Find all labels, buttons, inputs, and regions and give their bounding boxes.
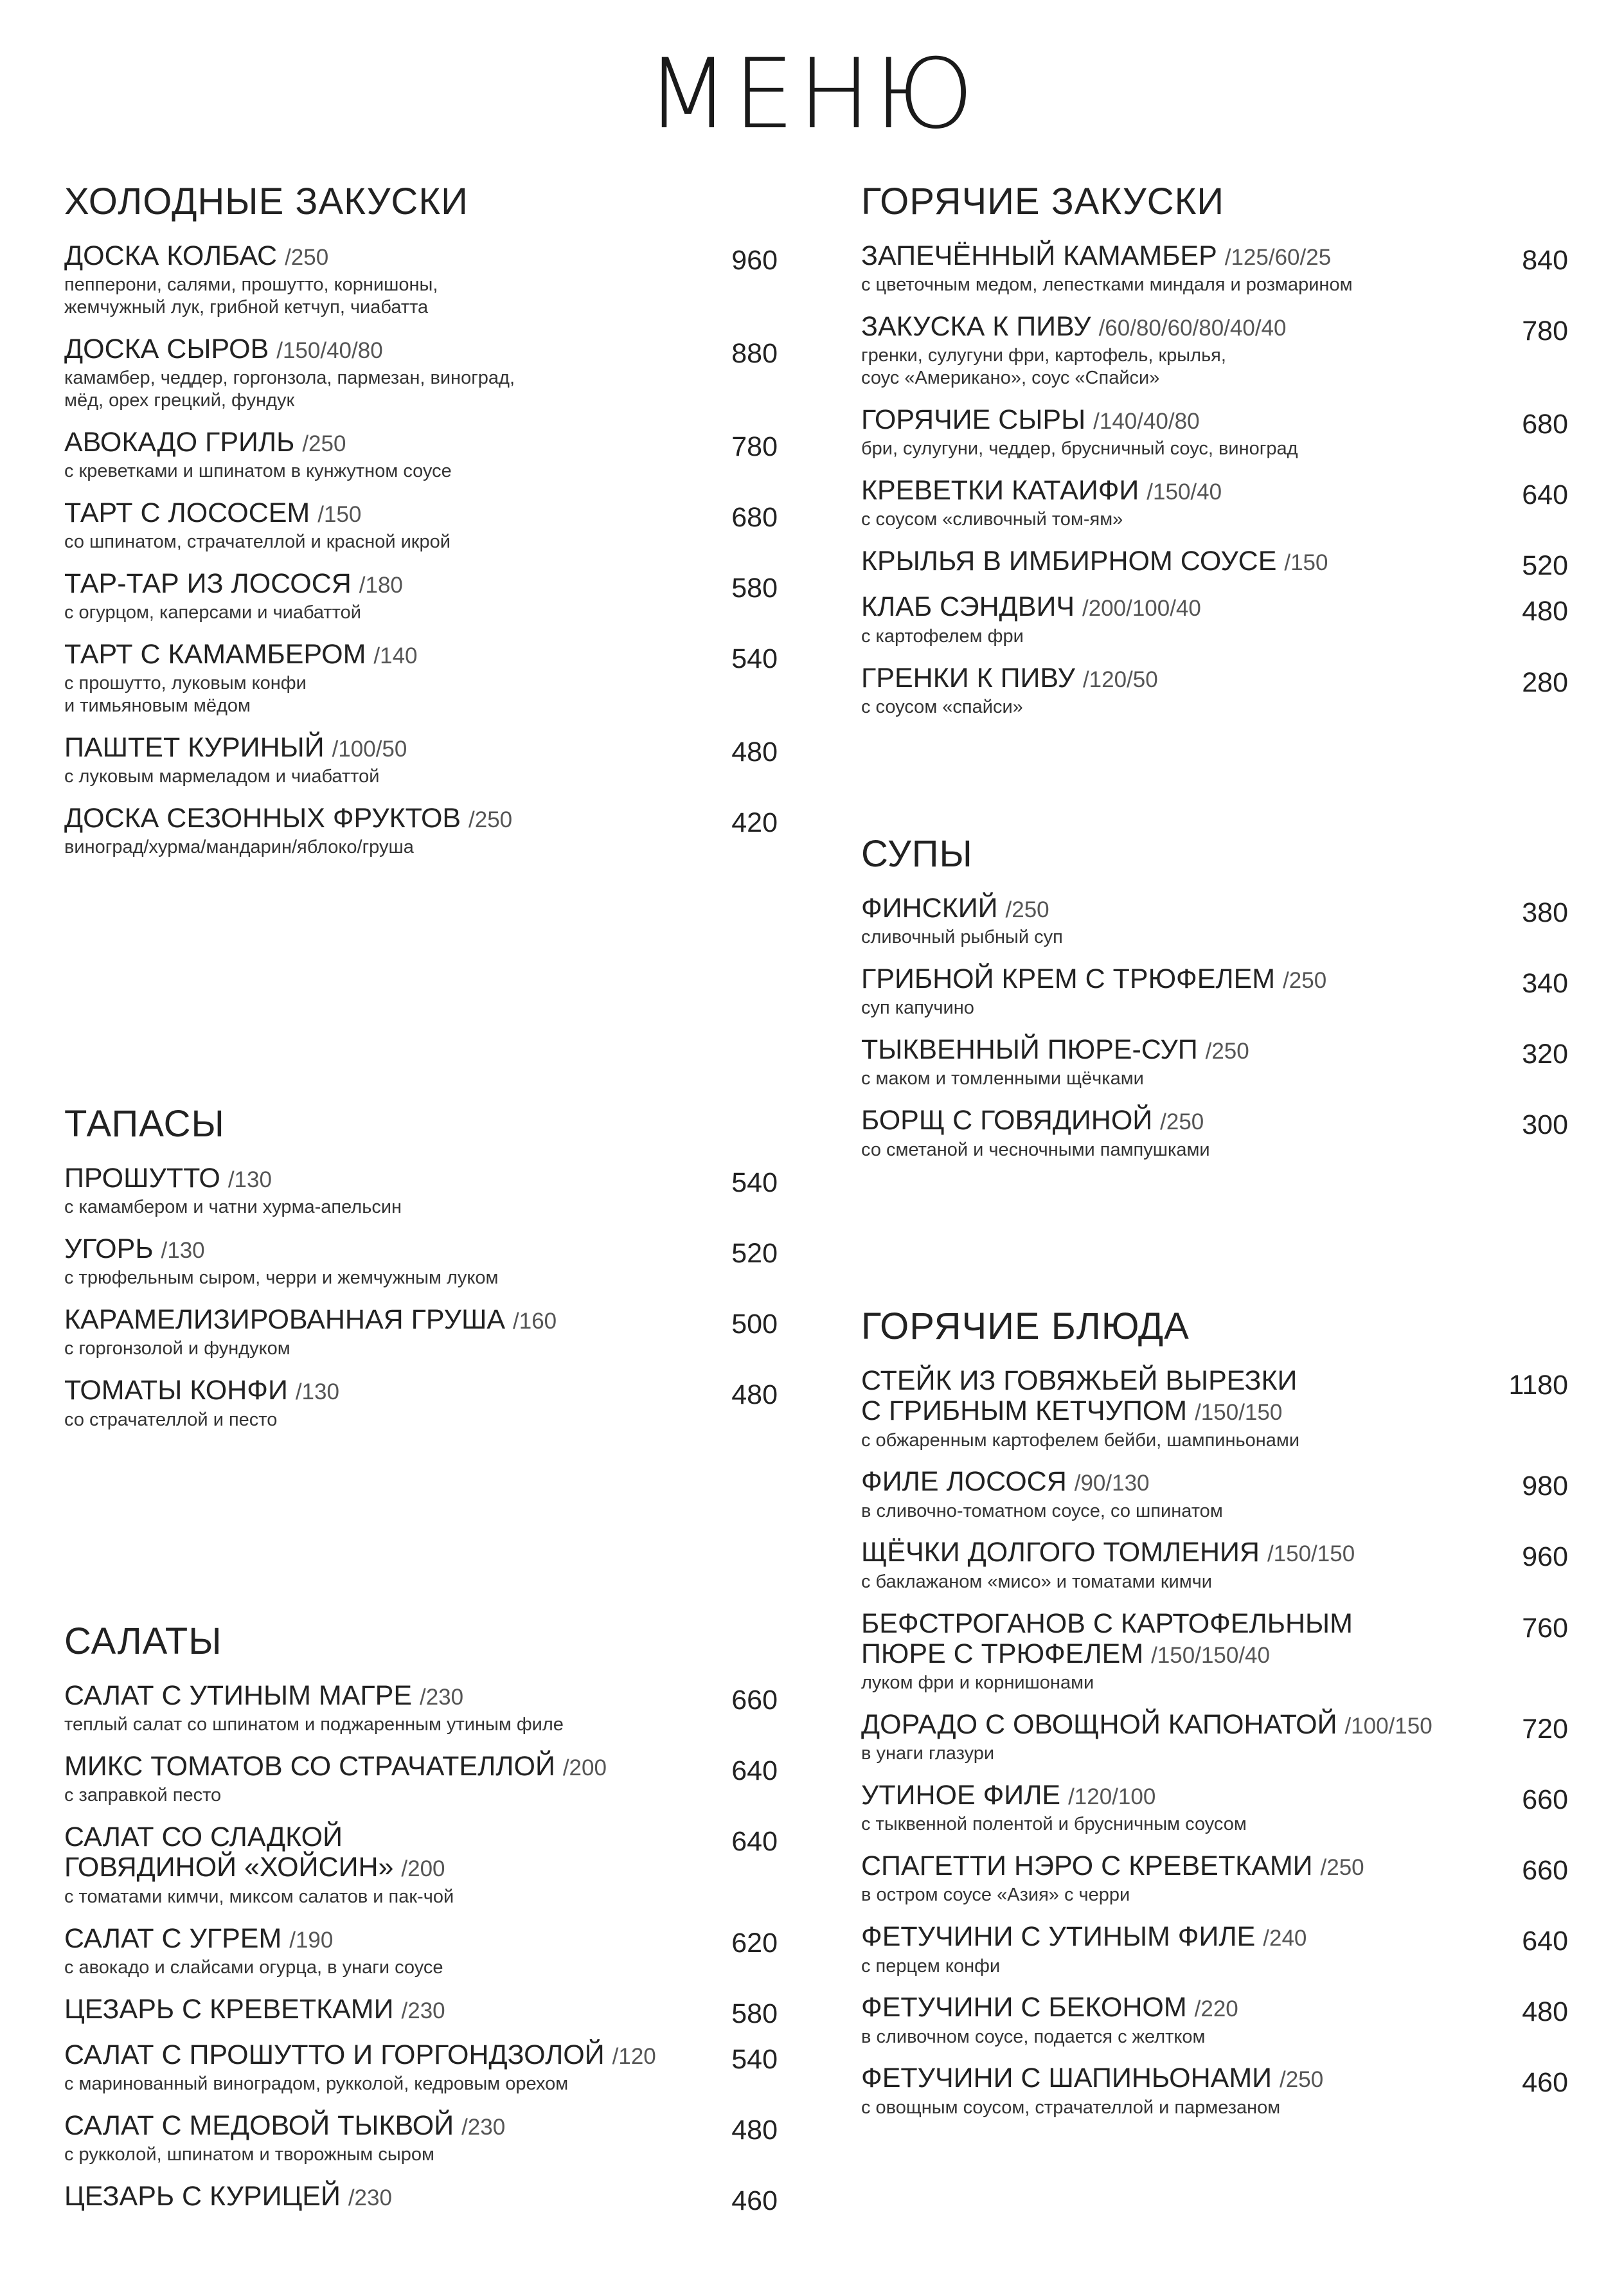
dish-weight: /140 <box>373 643 418 669</box>
dish-price: 980 <box>1522 1471 1568 1502</box>
dish-price: 480 <box>731 2115 778 2146</box>
dish-weight: /150 <box>1284 550 1328 576</box>
dish-price: 620 <box>731 1927 778 1958</box>
dish-weight: /120 <box>612 2043 656 2069</box>
menu-item <box>861 1609 1568 1694</box>
section-title: ГОРЯЧИЕ ЗАКУСКИ <box>861 181 1225 222</box>
dish-price: 300 <box>1522 1109 1568 1141</box>
dish-weight: /250 <box>302 431 346 456</box>
dish-weight: /250 <box>1205 1039 1249 1064</box>
dish-name-line <box>64 1752 778 1782</box>
dish-description: с обжаренным картофелем бейби, шампиньонами <box>861 1429 1300 1451</box>
dish-price: 640 <box>1522 1926 1568 1957</box>
section-title: СУПЫ <box>861 833 973 875</box>
dish-name-line <box>861 893 1568 924</box>
dish-price: 480 <box>1522 596 1568 627</box>
dish-name-line <box>64 733 778 763</box>
dish-name: БЕФСТРОГАНОВ С КАРТОФЕЛЬНЫМ ПЮРЕ С ТРЮФЕЛЕМ <box>861 1608 1353 1669</box>
dish-description: с рукколой, шпинатом и творожным сыром <box>64 2144 434 2165</box>
menu-item <box>861 1922 1568 1977</box>
dish-name: СПАГЕТТИ НЭРО С КРЕВЕТКАМИ <box>861 1850 1313 1882</box>
dish-price: 660 <box>731 1685 778 1716</box>
dish-name: ЩЁЧКИ ДОЛГОГО ТОМЛЕНИЯ <box>861 1537 1260 1568</box>
dish-weight: /130 <box>228 1167 272 1192</box>
dish-name: ДОСКА СЕЗОННЫХ ФРУКТОВ <box>64 803 461 834</box>
dish-description: с креветками и шпинатом в кунжутном соусе <box>64 461 452 482</box>
section-title: САЛАТЫ <box>64 1620 222 1662</box>
menu-item <box>861 1851 1568 1906</box>
dish-name: ТАРТ С КАМАМБЕРОМ <box>64 639 366 670</box>
dish-name-line <box>64 2111 778 2141</box>
dish-name: ДОРАДО С ОВОЩНОЙ КАПОНАТОЙ <box>861 1708 1337 1740</box>
dish-description: с баклажаном «мисо» и томатами кимчи <box>861 1571 1212 1592</box>
dish-description: с овощным соусом, страчателлой и пармезаном <box>861 2097 1281 2118</box>
dish-weight: /200 <box>562 1755 607 1781</box>
dish-price: 460 <box>1522 2067 1568 2099</box>
dish-description: суп капучино <box>861 998 974 1019</box>
dish-weight: /220 <box>1194 1996 1238 2022</box>
dish-name: УГОРЬ <box>64 1233 154 1265</box>
dish-name-line <box>861 1467 1568 1497</box>
dish-name-line <box>861 1366 1568 1427</box>
dish-name-line <box>64 2182 778 2212</box>
dish-weight: /140/40/80 <box>1093 408 1200 434</box>
dish-price: 960 <box>1522 1541 1568 1573</box>
menu-item <box>861 1993 1568 2048</box>
dish-name-line <box>64 1375 778 1406</box>
menu-item <box>861 1467 1568 1522</box>
dish-weight: /60/80/60/80/40/40 <box>1098 316 1287 341</box>
dish-description: с огурцом, каперсами и чиабаттой <box>64 602 361 623</box>
dish-name: САЛАТ С ПРОШУТТО И ГОРГОНДЗОЛОЙ <box>64 2039 605 2070</box>
menu-item <box>64 1993 778 2029</box>
dish-description: с горгонзолой и фундуком <box>64 1338 290 1359</box>
dish-weight: /120/100 <box>1068 1784 1156 1810</box>
dish-weight: /230 <box>401 1998 445 2023</box>
dish-description: виноград/хурма/мандарин/яблоко/груша <box>64 837 414 858</box>
dish-price: 720 <box>1522 1713 1568 1744</box>
dish-price: 580 <box>731 572 778 604</box>
dish-price: 320 <box>1522 1039 1568 1070</box>
dish-price: 480 <box>731 736 778 767</box>
dish-name: БОРЩ С ГОВЯДИНОЙ <box>861 1105 1153 1136</box>
menu-item <box>861 1710 1568 1765</box>
dish-name-line <box>64 1234 778 1264</box>
dish-name: АВОКАДО ГРИЛЬ <box>64 426 295 458</box>
dish-name-line <box>64 640 778 670</box>
dish-name: МИКС ТОМАТОВ СО СТРАЧАТЕЛЛОЙ <box>64 1751 555 1782</box>
menu-item <box>861 1035 1568 1090</box>
menu-item <box>64 803 778 859</box>
dish-weight: /150/150 <box>1195 1400 1283 1426</box>
section-salads <box>64 1620 778 2227</box>
dish-name-line <box>861 1993 1568 2023</box>
dish-price: 680 <box>731 501 778 533</box>
dish-name: ГРЕНКИ К ПИВУ <box>861 662 1075 694</box>
dish-price: 500 <box>731 1309 778 1340</box>
dish-weight: /200/100/40 <box>1082 596 1201 622</box>
dish-name: ФИНСКИЙ <box>861 893 998 924</box>
dish-name: ФЕТУЧИНИ С БЕКОНОМ <box>861 1992 1187 2023</box>
dish-name: ГОРЯЧИЕ СЫРЫ <box>861 404 1086 435</box>
dish-price: 680 <box>1522 408 1568 440</box>
dish-description: с томатами кимчи, миксом салатов и пак-чой <box>64 1886 454 1907</box>
menu-item <box>861 1780 1568 1836</box>
dish-name-line <box>64 1924 778 1954</box>
dish-price: 640 <box>731 1826 778 1858</box>
dish-name-line <box>861 1035 1568 1065</box>
section-hot-snacks <box>861 180 1568 734</box>
section-tapas <box>64 1102 778 1446</box>
menu-item <box>64 1752 778 1807</box>
dish-price: 480 <box>731 1379 778 1411</box>
menu-item <box>64 1305 778 1360</box>
dish-name-line <box>861 1609 1568 1670</box>
dish-price: 780 <box>731 431 778 462</box>
dish-name-line <box>861 241 1568 271</box>
dish-weight: /150/150/40 <box>1151 1642 1270 1668</box>
dish-name-line <box>861 1922 1568 1952</box>
dish-price: 540 <box>731 643 778 675</box>
dish-name-line <box>861 312 1568 342</box>
dish-name: САЛАТ С УТИНЫМ МАГРЕ <box>64 1680 413 1711</box>
dish-name: ДОСКА СЫРОВ <box>64 333 269 364</box>
section-title: ГОРЯЧИЕ БЛЮДА <box>861 1305 1190 1347</box>
menu-item <box>64 1924 778 1979</box>
dish-description: теплый салат со шпинатом и поджаренным утиным филе <box>64 1714 564 1735</box>
dish-name: ПАШТЕТ КУРИНЫЙ <box>64 731 325 763</box>
dish-weight: /250 <box>468 807 513 833</box>
dish-name-line <box>64 1305 778 1335</box>
dish-name: СТЕЙК ИЗ ГОВЯЖЬЕЙ ВЫРЕЗКИ С ГРИБНЫМ КЕТЧУПОМ <box>861 1365 1298 1427</box>
menu-item <box>861 241 1568 296</box>
dish-price: 520 <box>1522 550 1568 582</box>
dish-name: ФЕТУЧИНИ С ШАПИНЬОНАМИ <box>861 2063 1272 2094</box>
dish-weight: /240 <box>1263 1926 1307 1951</box>
dish-description: с заправкой песто <box>64 1785 222 1806</box>
dish-weight: /100/50 <box>332 736 407 762</box>
dish-weight: /230 <box>419 1685 464 1710</box>
dish-name-line <box>64 2040 778 2070</box>
menu-item <box>861 546 1568 582</box>
dish-weight: /250 <box>1005 897 1049 922</box>
dish-name: ЦЕЗАРЬ С КУРИЦЕЙ <box>64 2181 341 2212</box>
dish-price: 580 <box>731 1998 778 2029</box>
menu-item <box>64 1822 778 1908</box>
dish-weight: /230 <box>461 2115 506 2140</box>
section-title: ХОЛОДНЫЕ ЗАКУСКИ <box>64 181 468 222</box>
dish-weight: /160 <box>513 1309 557 1334</box>
dish-name-line <box>861 546 1568 577</box>
dish-name: ПРОШУТТО <box>64 1163 220 1194</box>
dish-name-line <box>861 2063 1568 2093</box>
dish-name-line <box>64 569 778 599</box>
dish-price: 280 <box>1522 667 1568 698</box>
dish-name: ЗАКУСКА К ПИВУ <box>861 311 1091 343</box>
dish-name: ФИЛЕ ЛОСОСЯ <box>861 1466 1067 1498</box>
dish-description: со шпинатом, страчателлой и красной икрой <box>64 532 451 553</box>
menu-item <box>64 733 778 788</box>
dish-weight: /250 <box>1320 1855 1364 1881</box>
dish-price: 640 <box>731 1755 778 1787</box>
menu-item <box>64 2111 778 2166</box>
dish-weight: /100/150 <box>1344 1713 1432 1739</box>
dish-name-line <box>861 476 1568 506</box>
dish-name-line <box>861 405 1568 435</box>
menu-item <box>861 1537 1568 1593</box>
dish-name: САЛАТ С УГРЕМ <box>64 1922 282 1954</box>
dish-weight: /200 <box>401 1856 445 1882</box>
menu-item <box>861 1106 1568 1161</box>
dish-description: сливочный рыбный суп <box>861 927 1063 948</box>
dish-weight: /150 <box>317 501 362 527</box>
dish-name: САЛАТ СО СЛАДКОЙ ГОВЯДИНОЙ «ХОЙСИН» <box>64 1822 394 1883</box>
dish-description: с луковым мармеладом и чиабаттой <box>64 766 380 787</box>
dish-description: с прошутто, луковым конфи и тимьяновым мёдом <box>64 673 307 717</box>
dish-description: с соусом «спайси» <box>861 696 1023 717</box>
dish-price: 960 <box>731 245 778 276</box>
dish-name-line <box>861 1851 1568 1881</box>
menu-item <box>64 498 778 553</box>
dish-price: 640 <box>1522 479 1568 511</box>
dish-name: УТИНОЕ ФИЛЕ <box>861 1780 1061 1811</box>
dish-description: в сливочно-томатном соусе, со шпинатом <box>861 1500 1223 1521</box>
dish-description: со страчателлой и песто <box>64 1409 278 1430</box>
dish-price: 480 <box>1522 1996 1568 2028</box>
menu-item <box>64 1681 778 1736</box>
dish-name-line <box>64 1681 778 1711</box>
menu-item <box>64 427 778 483</box>
menu-item <box>64 2040 778 2095</box>
dish-name-line <box>64 803 778 834</box>
menu-item <box>861 312 1568 390</box>
dish-description: бри, сулугуни, чеддер, брусничный соус, виноград <box>861 438 1298 460</box>
dish-description: пепперони, салями, прошутто, корнишоны, жемчужный лук, грибной кетчуп, чиабатта <box>64 274 438 318</box>
dish-name-line <box>861 1106 1568 1136</box>
dish-name: ТЫКВЕННЫЙ ПЮРЕ-СУП <box>861 1034 1198 1066</box>
menu-item <box>64 569 778 624</box>
dish-weight: /90/130 <box>1074 1471 1150 1496</box>
dish-weight: /150/40/80 <box>276 337 383 363</box>
dish-name: КРЫЛЬЯ В ИМБИРНОМ СОУСЕ <box>861 546 1277 577</box>
dish-description: с цветочным медом, лепестками миндаля и розмарином <box>861 274 1353 296</box>
menu-item <box>861 2063 1568 2119</box>
dish-name: ФЕТУЧИНИ С УТИНЫМ ФИЛЕ <box>861 1921 1256 1953</box>
menu-item <box>64 1163 778 1219</box>
dish-price: 1180 <box>1508 1370 1568 1401</box>
menu-item <box>861 592 1568 647</box>
dish-description: с тыквенной полентой и брусничным соусом <box>861 1814 1247 1835</box>
dish-description: с маринованный виноградом, рукколой, кедровым орехом <box>64 2074 569 2095</box>
dish-name-line <box>64 498 778 528</box>
dish-name-line <box>861 1710 1568 1740</box>
dish-price: 660 <box>1522 1855 1568 1886</box>
dish-name-line <box>861 1537 1568 1568</box>
menu-item <box>861 405 1568 460</box>
dish-name: КЛАБ СЭНДВИЧ <box>861 591 1075 623</box>
menu-item <box>64 2181 778 2217</box>
dish-weight: /120/50 <box>1082 667 1158 692</box>
dish-weight: /250 <box>1280 2067 1324 2093</box>
menu-item <box>64 241 778 319</box>
menu-item <box>861 663 1568 719</box>
dish-weight: /230 <box>348 2185 392 2211</box>
dish-price: 460 <box>731 2185 778 2217</box>
dish-description: со сметаной и чесночными пампушками <box>861 1139 1210 1160</box>
dish-name-line <box>64 1822 778 1883</box>
dish-price: 340 <box>1522 968 1568 999</box>
dish-price: 780 <box>1522 316 1568 347</box>
dish-weight: /150/40 <box>1147 479 1222 505</box>
menu-item <box>861 476 1568 531</box>
dish-name: ЦЕЗАРЬ С КРЕВЕТКАМИ <box>64 1993 394 2025</box>
menu-item <box>861 964 1568 1019</box>
dish-description: в унаги глазури <box>861 1743 995 1764</box>
dish-description: камамбер, чеддер, горгонзола, пармезан, виноград, мёд, орех грецкий, фундук <box>64 368 515 411</box>
dish-description: с авокадо и слайсами огурца, в унаги соусе <box>64 1957 443 1978</box>
dish-description: с маком и томленными щёчками <box>861 1068 1144 1089</box>
dish-name-line <box>64 427 778 458</box>
dish-name: ДОСКА КОЛБАС <box>64 240 278 271</box>
section-title: ТАПАСЫ <box>64 1103 225 1145</box>
dish-name: ГРИБНОЙ КРЕМ С ТРЮФЕЛЕМ <box>861 963 1276 995</box>
menu-item <box>861 893 1568 949</box>
dish-weight: /130 <box>161 1238 205 1264</box>
dish-price: 840 <box>1522 245 1568 276</box>
dish-weight: /150/150 <box>1267 1541 1355 1567</box>
dish-weight: /180 <box>359 572 403 598</box>
dish-price: 420 <box>731 807 778 839</box>
dish-description: в сливочном соусе, подается с желтком <box>861 2026 1206 2047</box>
dish-price: 760 <box>1522 1612 1568 1644</box>
dish-weight: /130 <box>295 1379 339 1405</box>
section-hot-dishes <box>861 1305 1568 2135</box>
dish-name: КАРАМЕЛИЗИРОВАННАЯ ГРУША <box>64 1304 506 1336</box>
dish-name-line <box>64 1163 778 1194</box>
dish-description: с соусом «сливочный том-ям» <box>861 509 1123 530</box>
dish-name-line <box>64 241 778 271</box>
dish-price: 540 <box>731 1167 778 1198</box>
dish-name: ТАРТ С ЛОСОСЕМ <box>64 497 310 528</box>
menu-title: МЕНЮ <box>646 39 978 150</box>
dish-price: 540 <box>731 2043 778 2075</box>
dish-name-line <box>861 663 1568 694</box>
dish-name: ТОМАТЫ КОНФИ <box>64 1375 288 1406</box>
dish-description: в остром соусе «Азия» с черри <box>861 1885 1130 1906</box>
dish-weight: /190 <box>289 1927 334 1953</box>
dish-description: с перцем конфи <box>861 1955 1001 1976</box>
section-soups <box>861 832 1568 1176</box>
menu-item <box>64 334 778 412</box>
dish-name-line <box>861 964 1568 994</box>
dish-weight: /250 <box>285 245 329 270</box>
dish-name: ТАР-ТАР ИЗ ЛОСОСЯ <box>64 568 352 599</box>
dish-name: КРЕВЕТКИ КАТАИФИ <box>861 475 1139 506</box>
dish-price: 380 <box>1522 897 1568 928</box>
dish-description: с камамбером и чатни хурма-апельсин <box>64 1197 402 1218</box>
dish-name-line <box>64 1994 778 2025</box>
dish-weight: /250 <box>1283 968 1327 994</box>
dish-description: с картофелем фри <box>861 625 1024 647</box>
dish-weight: /250 <box>1160 1109 1204 1135</box>
dish-price: 880 <box>731 337 778 369</box>
dish-name: ЗАПЕЧЁННЫЙ КАМАМБЕР <box>861 240 1217 271</box>
dish-description: гренки, сулугуни фри, картофель, крылья, соус «Американо», соус «Спайси» <box>861 345 1226 389</box>
menu-item <box>64 1234 778 1289</box>
menu-item <box>861 1366 1568 1451</box>
dish-name: САЛАТ С МЕДОВОЙ ТЫКВОЙ <box>64 2110 454 2142</box>
dish-price: 660 <box>1522 1784 1568 1816</box>
dish-description: с трюфельным сыром, черри и жемчужным луком <box>64 1268 499 1289</box>
dish-price: 520 <box>731 1238 778 1269</box>
menu-item <box>64 1375 778 1431</box>
dish-name-line <box>861 592 1568 622</box>
dish-weight: /125/60/25 <box>1224 245 1332 270</box>
section-cold-snacks <box>64 180 778 874</box>
menu-item <box>64 640 778 717</box>
dish-name-line <box>861 1780 1568 1811</box>
dish-name-line <box>64 334 778 364</box>
dish-description: луком фри и корнишонами <box>861 1672 1094 1694</box>
